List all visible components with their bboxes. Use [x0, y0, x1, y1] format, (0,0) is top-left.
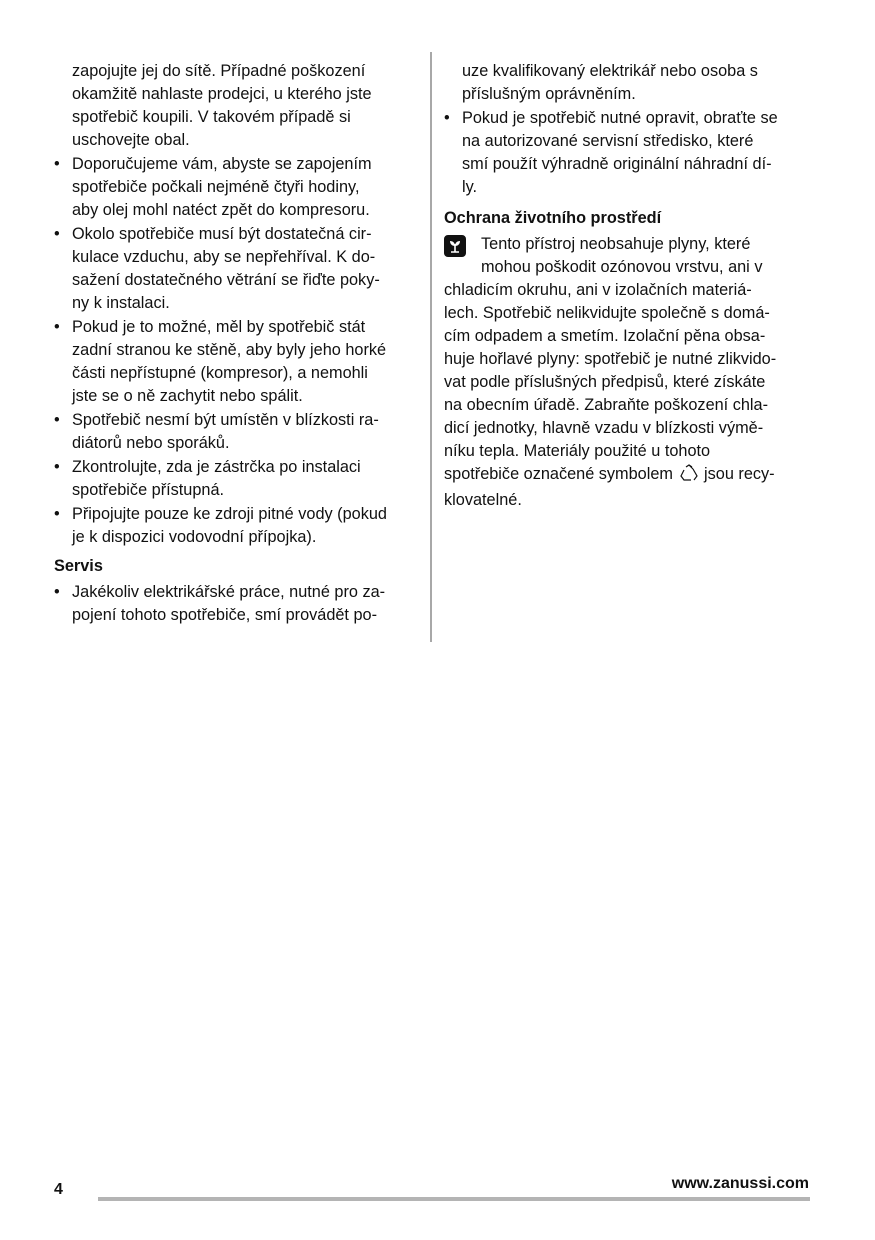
environment-icon [444, 235, 466, 257]
text-line: Pokud je spotřebič nutné opravit, obraťte se [462, 109, 778, 127]
text-segment: spotřebiče označené symbolem [444, 465, 673, 483]
text-line: diátorů nebo sporáků. [72, 434, 230, 452]
text-line: příslušným oprávněním. [462, 85, 636, 103]
text-line: Doporučujeme vám, abyste se zapojením [72, 155, 372, 173]
text-line: uze kvalifikovaný elektrikář nebo osoba s [462, 62, 758, 80]
text-line: pojení tohoto spotřebiče, smí provádět po- [72, 606, 378, 624]
text-line: ny k instalaci. [72, 294, 170, 312]
text-line: sažení dostatečného větrání se řiďte poky- [72, 271, 380, 289]
bullet-icon: • [54, 505, 60, 523]
text-line: chladicím okruhu, ani v izolačních materiá- [444, 281, 752, 299]
text-line: kulace vzduchu, aby se nepřehříval. K do- [72, 248, 376, 266]
environment-paragraph [444, 233, 814, 512]
text-line: Zkontrolujte, zda je zástrčka po instalaci [72, 458, 361, 476]
text-line: okamžitě nahlaste prodejci, u kterého jste [72, 85, 372, 103]
bullet-icon: • [54, 318, 60, 336]
text-line: aby olej mohl natéct zpět do kompresoru. [72, 201, 370, 219]
text-line: části nepřístupné (kompresor), a nemohli [72, 364, 368, 382]
text-line: Jakékoliv elektrikářské práce, nutné pro za- [72, 583, 386, 601]
text-segment: jsou recy- [704, 465, 775, 483]
text-line: zadní stranou ke stěně, aby byly jeho horké [72, 341, 387, 359]
recycle-line [444, 463, 814, 489]
footer-rule [98, 1197, 810, 1201]
bullet-item [54, 503, 420, 549]
text-line: Spotřebič nesmí být umístěn v blízkosti ra- [72, 411, 379, 429]
text-line: níku tepla. Materiály použité u tohoto [444, 442, 711, 460]
column-divider [430, 52, 432, 642]
left-column [54, 60, 420, 627]
bullet-icon: • [54, 411, 60, 429]
text-line: spotřebič koupili. V takovém případě si [72, 108, 351, 126]
text-line: vat podle příslušných předpisů, které získáte [444, 373, 766, 391]
text-line: ly. [462, 178, 478, 196]
bullet-icon: • [444, 109, 450, 127]
text-line: Tento přístroj neobsahuje plyny, které [481, 235, 751, 253]
bullet-item [54, 456, 420, 502]
website-link[interactable]: www.zanussi.com [671, 1175, 809, 1192]
text-line: Pokud je to možné, měl by spotřebič stát [72, 318, 366, 336]
text-line: spotřebiče přístupná. [72, 481, 225, 499]
text-line: Okolo spotřebiče musí být dostatečná cir- [72, 225, 372, 243]
bullet-item [54, 409, 420, 455]
page-number: 4 [54, 1181, 63, 1198]
section-heading-servis: Servis [54, 557, 103, 575]
bullet-icon: • [54, 583, 60, 601]
bullet-item [54, 153, 420, 222]
text-line: na obecním úřadě. Zabraňte poškození chla- [444, 396, 769, 414]
text-line: Připojujte pouze ke zdroji pitné vody (pokud [72, 505, 387, 523]
text-line: jste se o ně zachytit nebo spálit. [72, 387, 303, 405]
text-line: uschovejte obal. [72, 131, 190, 149]
bullet-icon: • [54, 458, 60, 476]
bullet-item [54, 316, 420, 408]
bullet-item [54, 581, 420, 627]
text-line: klovatelné. [444, 491, 522, 509]
recycle-icon [679, 464, 699, 489]
bullet-icon: • [54, 225, 60, 243]
text-line: mohou poškodit ozónovou vrstvu, ani v [481, 258, 763, 276]
text-line: huje hořlavé plyny: spotřebič je nutné zlikvido- [444, 350, 777, 368]
intro-paragraph [54, 60, 420, 152]
bullet-icon: • [54, 155, 60, 173]
text-line: lech. Spotřebič nelikvidujte společně s domá- [444, 304, 770, 322]
section-heading-environment: Ochrana životního prostředí [444, 209, 662, 227]
bullet-item [54, 223, 420, 315]
text-line: je k dispozici vodovodní přípojka). [72, 528, 317, 546]
text-line: spotřebiče počkali nejméně čtyři hodiny, [72, 178, 360, 196]
continued-paragraph [444, 60, 814, 106]
text-line: smí použít výhradně originální náhradní dí- [462, 155, 772, 173]
bullet-item [444, 107, 814, 199]
text-line: cím odpadem a smetím. Izolační pěna obsa- [444, 327, 766, 345]
right-column [444, 60, 814, 512]
text-line: zapojujte jej do sítě. Případné poškození [72, 62, 366, 80]
text-line: na autorizované servisní středisko, které [462, 132, 754, 150]
text-line: dicí jednotky, hlavně vzadu v blízkosti výmě- [444, 419, 764, 437]
